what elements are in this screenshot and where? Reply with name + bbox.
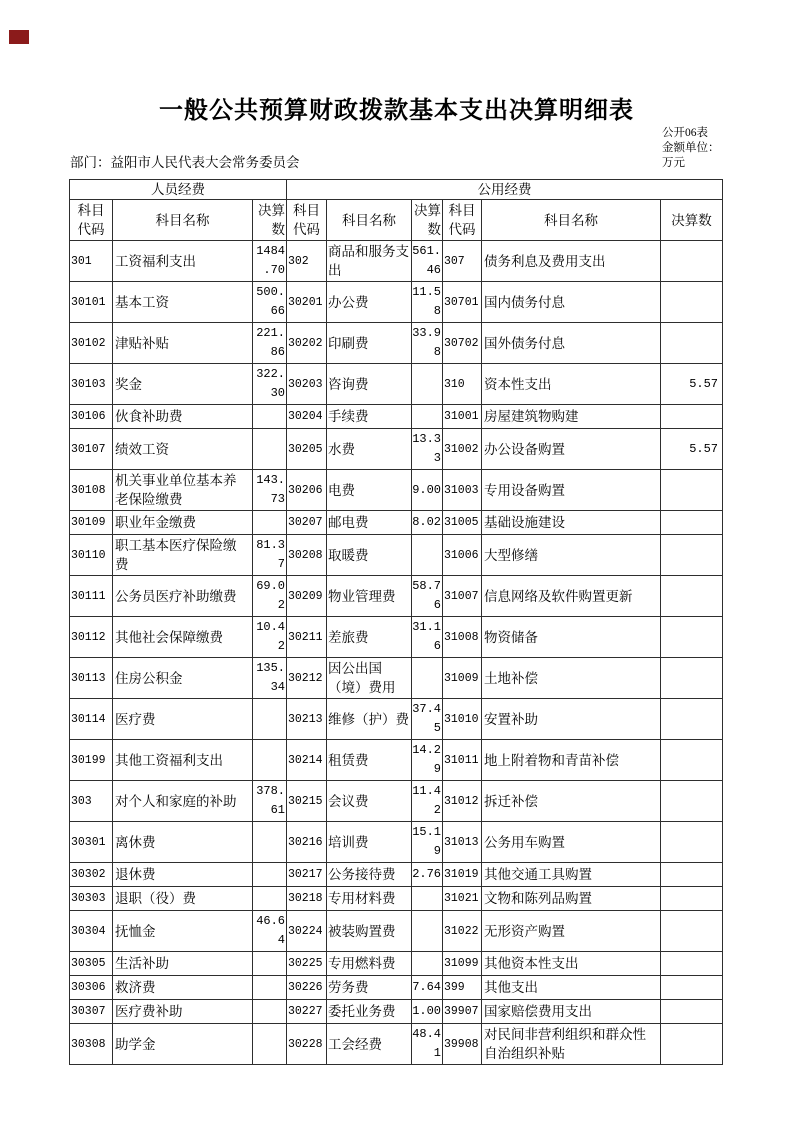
subject-code-cell: 30101	[70, 282, 113, 323]
subject-name-cell: 电费	[327, 470, 412, 511]
amount-cell	[253, 405, 287, 429]
subject-name-cell: 基础设施建设	[482, 511, 661, 535]
amount-cell	[253, 952, 287, 976]
subject-code-cell: 30199	[70, 740, 113, 781]
col-header-subject-code: 科目代码	[70, 200, 113, 241]
subject-name-cell: 助学金	[113, 1024, 253, 1065]
amount-cell: 81.37	[253, 535, 287, 576]
subject-name-cell: 物资储备	[482, 617, 661, 658]
subject-name-cell: 信息网络及软件购置更新	[482, 576, 661, 617]
table-row	[70, 952, 723, 976]
amount-cell: 14.29	[412, 740, 443, 781]
subject-name-cell: 水费	[327, 429, 412, 470]
subject-name-cell: 住房公积金	[113, 658, 253, 699]
amount-cell: 58.76	[412, 576, 443, 617]
subject-name-cell: 差旅费	[327, 617, 412, 658]
form-note	[662, 126, 722, 171]
subject-name-cell: 其他工资福利支出	[113, 740, 253, 781]
subject-name-cell: 土地补偿	[482, 658, 661, 699]
amount-cell: 378.61	[253, 781, 287, 822]
subject-code-cell: 30102	[70, 323, 113, 364]
subject-code-cell: 30114	[70, 699, 113, 740]
subject-code-cell: 31008	[443, 617, 482, 658]
subject-name-cell: 其他交通工具购置	[482, 863, 661, 887]
subject-name-cell: 资本性支出	[482, 364, 661, 405]
table-row	[70, 429, 723, 470]
amount-cell	[661, 1024, 723, 1065]
subject-code-cell: 302	[287, 241, 327, 282]
subject-name-cell: 对个人和家庭的补助	[113, 781, 253, 822]
amount-cell: 5.57	[661, 429, 723, 470]
col-header-subject-name: 科目名称	[482, 200, 661, 241]
subject-code-cell: 31001	[443, 405, 482, 429]
amount-cell: 322.30	[253, 364, 287, 405]
amount-cell	[412, 658, 443, 699]
subject-name-cell: 委托业务费	[327, 1000, 412, 1024]
amount-cell: 33.98	[412, 323, 443, 364]
amount-cell: 10.42	[253, 617, 287, 658]
subject-code-cell: 31002	[443, 429, 482, 470]
subject-code-cell: 30211	[287, 617, 327, 658]
expenditure-table	[69, 179, 723, 1065]
subject-code-cell: 30214	[287, 740, 327, 781]
subject-code-cell: 30112	[70, 617, 113, 658]
subject-name-cell: 拆迁补偿	[482, 781, 661, 822]
amount-cell	[661, 576, 723, 617]
amount-cell	[661, 887, 723, 911]
subject-name-cell: 商品和服务支出	[327, 241, 412, 282]
red-marker	[9, 30, 29, 44]
amount-cell: 2.76	[412, 863, 443, 887]
subject-code-cell: 31019	[443, 863, 482, 887]
subject-name-cell: 邮电费	[327, 511, 412, 535]
subject-code-cell: 30302	[70, 863, 113, 887]
amount-cell	[661, 470, 723, 511]
subject-code-cell: 30106	[70, 405, 113, 429]
subject-code-cell: 30308	[70, 1024, 113, 1065]
amount-cell: 15.19	[412, 822, 443, 863]
subject-name-cell: 离休费	[113, 822, 253, 863]
amount-cell: 8.02	[412, 511, 443, 535]
subject-code-cell: 30216	[287, 822, 327, 863]
subject-name-cell: 机关事业单位基本养老保险缴费	[113, 470, 253, 511]
subject-code-cell: 31013	[443, 822, 482, 863]
subject-name-cell: 取暖费	[327, 535, 412, 576]
subject-name-cell: 基本工资	[113, 282, 253, 323]
amount-cell	[253, 976, 287, 1000]
subject-code-cell: 30228	[287, 1024, 327, 1065]
subject-name-cell: 办公费	[327, 282, 412, 323]
subject-code-cell: 30109	[70, 511, 113, 535]
amount-cell	[661, 781, 723, 822]
subject-code-cell: 30113	[70, 658, 113, 699]
subject-code-cell: 31003	[443, 470, 482, 511]
amount-cell	[661, 511, 723, 535]
subject-name-cell: 国内债务付息	[482, 282, 661, 323]
group-header-public: 公用经费	[287, 180, 723, 200]
amount-cell: 135.34	[253, 658, 287, 699]
table-row	[70, 282, 723, 323]
subject-name-cell: 文物和陈列品购置	[482, 887, 661, 911]
subject-name-cell: 租赁费	[327, 740, 412, 781]
table-row	[70, 405, 723, 429]
amount-cell	[661, 405, 723, 429]
table-row	[70, 658, 723, 699]
table-row	[70, 781, 723, 822]
amount-cell: 561.46	[412, 241, 443, 282]
amount-cell	[661, 740, 723, 781]
subject-name-cell: 公务用车购置	[482, 822, 661, 863]
amount-cell	[253, 699, 287, 740]
subject-name-cell: 绩效工资	[113, 429, 253, 470]
subject-code-cell: 30306	[70, 976, 113, 1000]
subject-code-cell: 31011	[443, 740, 482, 781]
group-header-row	[70, 180, 723, 200]
unit-note: 金额单位：万元	[662, 142, 720, 169]
subject-name-cell: 专用材料费	[327, 887, 412, 911]
subject-code-cell: 30701	[443, 282, 482, 323]
subject-name-cell: 工会经费	[327, 1024, 412, 1065]
subject-name-cell: 安置补助	[482, 699, 661, 740]
subject-code-cell: 30209	[287, 576, 327, 617]
subject-code-cell: 307	[443, 241, 482, 282]
amount-cell	[412, 911, 443, 952]
col-header-subject-name: 科目名称	[327, 200, 412, 241]
subject-code-cell: 30110	[70, 535, 113, 576]
subject-code-cell: 31021	[443, 887, 482, 911]
subject-name-cell: 退职（役）费	[113, 887, 253, 911]
subject-name-cell: 债务利息及费用支出	[482, 241, 661, 282]
subject-code-cell: 30212	[287, 658, 327, 699]
subject-name-cell: 专用燃料费	[327, 952, 412, 976]
table-row	[70, 511, 723, 535]
subject-name-cell: 其他资本性支出	[482, 952, 661, 976]
subject-code-cell: 301	[70, 241, 113, 282]
subject-code-cell: 303	[70, 781, 113, 822]
subject-code-cell: 30213	[287, 699, 327, 740]
subject-name-cell: 公务接待费	[327, 863, 412, 887]
subject-code-cell: 310	[443, 364, 482, 405]
amount-cell: 11.58	[412, 282, 443, 323]
amount-cell	[661, 822, 723, 863]
table-row	[70, 617, 723, 658]
amount-cell	[661, 911, 723, 952]
subject-code-cell: 39907	[443, 1000, 482, 1024]
amount-cell: 11.42	[412, 781, 443, 822]
amount-cell: 31.16	[412, 617, 443, 658]
amount-cell	[661, 976, 723, 1000]
amount-cell	[661, 699, 723, 740]
subject-name-cell: 培训费	[327, 822, 412, 863]
subject-code-cell: 31010	[443, 699, 482, 740]
col-header-amount: 决算数	[412, 200, 443, 241]
subject-code-cell: 31099	[443, 952, 482, 976]
subject-name-cell: 伙食补助费	[113, 405, 253, 429]
subject-code-cell: 30201	[287, 282, 327, 323]
amount-cell	[412, 535, 443, 576]
amount-cell	[253, 1000, 287, 1024]
subject-code-cell: 30215	[287, 781, 327, 822]
amount-cell: 1484.70	[253, 241, 287, 282]
table-row	[70, 740, 723, 781]
amount-cell	[661, 535, 723, 576]
subject-name-cell: 生活补助	[113, 952, 253, 976]
amount-cell: 69.02	[253, 576, 287, 617]
subject-code-cell: 30224	[287, 911, 327, 952]
subject-name-cell: 公务员医疗补助缴费	[113, 576, 253, 617]
subject-name-cell: 被装购置费	[327, 911, 412, 952]
amount-cell	[412, 405, 443, 429]
table-row	[70, 863, 723, 887]
subject-name-cell: 抚恤金	[113, 911, 253, 952]
table-row	[70, 887, 723, 911]
page-title: 一般公共预算财政拨款基本支出决算明细表	[159, 98, 634, 124]
subject-code-cell: 30225	[287, 952, 327, 976]
subject-code-cell: 30111	[70, 576, 113, 617]
subject-code-cell: 30107	[70, 429, 113, 470]
subject-name-cell: 房屋建筑物购建	[482, 405, 661, 429]
table-row	[70, 576, 723, 617]
subject-name-cell: 手续费	[327, 405, 412, 429]
subject-code-cell: 399	[443, 976, 482, 1000]
amount-cell: 37.45	[412, 699, 443, 740]
amount-cell: 13.33	[412, 429, 443, 470]
subject-name-cell: 咨询费	[327, 364, 412, 405]
column-header-row	[70, 200, 723, 241]
amount-cell	[253, 511, 287, 535]
subject-code-cell: 30226	[287, 976, 327, 1000]
amount-cell	[661, 658, 723, 699]
subject-code-cell: 39908	[443, 1024, 482, 1065]
subject-name-cell: 因公出国（境）费用	[327, 658, 412, 699]
table-row	[70, 911, 723, 952]
amount-cell: 46.64	[253, 911, 287, 952]
subject-code-cell: 30202	[287, 323, 327, 364]
subject-code-cell: 30207	[287, 511, 327, 535]
amount-cell	[661, 863, 723, 887]
amount-cell: 9.00	[412, 470, 443, 511]
group-header-personnel: 人员经费	[70, 180, 287, 200]
col-header-subject-name: 科目名称	[113, 200, 253, 241]
amount-cell	[253, 429, 287, 470]
subject-name-cell: 维修（护）费	[327, 699, 412, 740]
subject-name-cell: 大型修缮	[482, 535, 661, 576]
amount-cell	[412, 364, 443, 405]
subject-name-cell: 会议费	[327, 781, 412, 822]
subject-name-cell: 津贴补贴	[113, 323, 253, 364]
table-row	[70, 364, 723, 405]
amount-cell	[253, 887, 287, 911]
amount-cell	[661, 323, 723, 364]
department-line: 部门：益阳市人民代表大会常务委员会	[70, 155, 300, 170]
amount-cell	[661, 282, 723, 323]
col-header-amount: 决算数	[253, 200, 287, 241]
subject-name-cell: 国外债务付息	[482, 323, 661, 364]
amount-cell: 1.00	[412, 1000, 443, 1024]
amount-cell	[412, 887, 443, 911]
amount-cell: 221.86	[253, 323, 287, 364]
table-row	[70, 976, 723, 1000]
amount-cell: 5.57	[661, 364, 723, 405]
subject-code-cell: 30208	[287, 535, 327, 576]
subject-name-cell: 救济费	[113, 976, 253, 1000]
table-row	[70, 470, 723, 511]
amount-cell	[661, 617, 723, 658]
subject-name-cell: 对民间非营利组织和群众性自治组织补贴	[482, 1024, 661, 1065]
subject-name-cell: 奖金	[113, 364, 253, 405]
subject-code-cell: 30204	[287, 405, 327, 429]
subject-code-cell: 30304	[70, 911, 113, 952]
subject-code-cell: 30103	[70, 364, 113, 405]
amount-cell	[412, 952, 443, 976]
subject-code-cell: 30307	[70, 1000, 113, 1024]
subject-code-cell: 30203	[287, 364, 327, 405]
subject-name-cell: 地上附着物和青苗补偿	[482, 740, 661, 781]
table-row	[70, 1000, 723, 1024]
amount-cell: 143.73	[253, 470, 287, 511]
subject-name-cell: 办公设备购置	[482, 429, 661, 470]
subject-name-cell: 国家赔偿费用支出	[482, 1000, 661, 1024]
subject-code-cell: 30303	[70, 887, 113, 911]
subject-code-cell: 30205	[287, 429, 327, 470]
subject-code-cell: 30218	[287, 887, 327, 911]
amount-cell	[661, 1000, 723, 1024]
subject-name-cell: 职工基本医疗保险缴费	[113, 535, 253, 576]
amount-cell	[661, 241, 723, 282]
subject-code-cell: 30227	[287, 1000, 327, 1024]
subject-code-cell: 30217	[287, 863, 327, 887]
subject-name-cell: 其他社会保障缴费	[113, 617, 253, 658]
subject-name-cell: 医疗费	[113, 699, 253, 740]
table-row	[70, 535, 723, 576]
subject-name-cell: 印刷费	[327, 323, 412, 364]
subject-name-cell: 无形资产购置	[482, 911, 661, 952]
amount-cell	[661, 952, 723, 976]
amount-cell: 500.66	[253, 282, 287, 323]
col-header-amount: 决算数	[661, 200, 723, 241]
col-header-subject-code: 科目代码	[287, 200, 327, 241]
subject-name-cell: 物业管理费	[327, 576, 412, 617]
table-row	[70, 323, 723, 364]
subject-code-cell: 31006	[443, 535, 482, 576]
subject-code-cell: 31012	[443, 781, 482, 822]
amount-cell	[253, 863, 287, 887]
subject-name-cell: 医疗费补助	[113, 1000, 253, 1024]
subject-name-cell: 退休费	[113, 863, 253, 887]
amount-cell: 48.41	[412, 1024, 443, 1065]
form-code: 公开06表	[662, 127, 708, 139]
col-header-subject-code: 科目代码	[443, 200, 482, 241]
subject-name-cell: 工资福利支出	[113, 241, 253, 282]
subject-code-cell: 30108	[70, 470, 113, 511]
subject-code-cell: 30702	[443, 323, 482, 364]
amount-cell	[253, 1024, 287, 1065]
subject-code-cell: 30301	[70, 822, 113, 863]
amount-cell: 7.64	[412, 976, 443, 1000]
table-row	[70, 822, 723, 863]
subject-code-cell: 31009	[443, 658, 482, 699]
subject-name-cell: 其他支出	[482, 976, 661, 1000]
subject-code-cell: 30206	[287, 470, 327, 511]
table-row	[70, 699, 723, 740]
table-row	[70, 1024, 723, 1065]
subject-code-cell: 31022	[443, 911, 482, 952]
subject-code-cell: 31007	[443, 576, 482, 617]
subject-name-cell: 职业年金缴费	[113, 511, 253, 535]
subject-code-cell: 31005	[443, 511, 482, 535]
subject-name-cell: 专用设备购置	[482, 470, 661, 511]
amount-cell	[253, 740, 287, 781]
amount-cell	[253, 822, 287, 863]
table-body	[70, 241, 723, 1065]
subject-name-cell: 劳务费	[327, 976, 412, 1000]
table-row	[70, 241, 723, 282]
subject-code-cell: 30305	[70, 952, 113, 976]
